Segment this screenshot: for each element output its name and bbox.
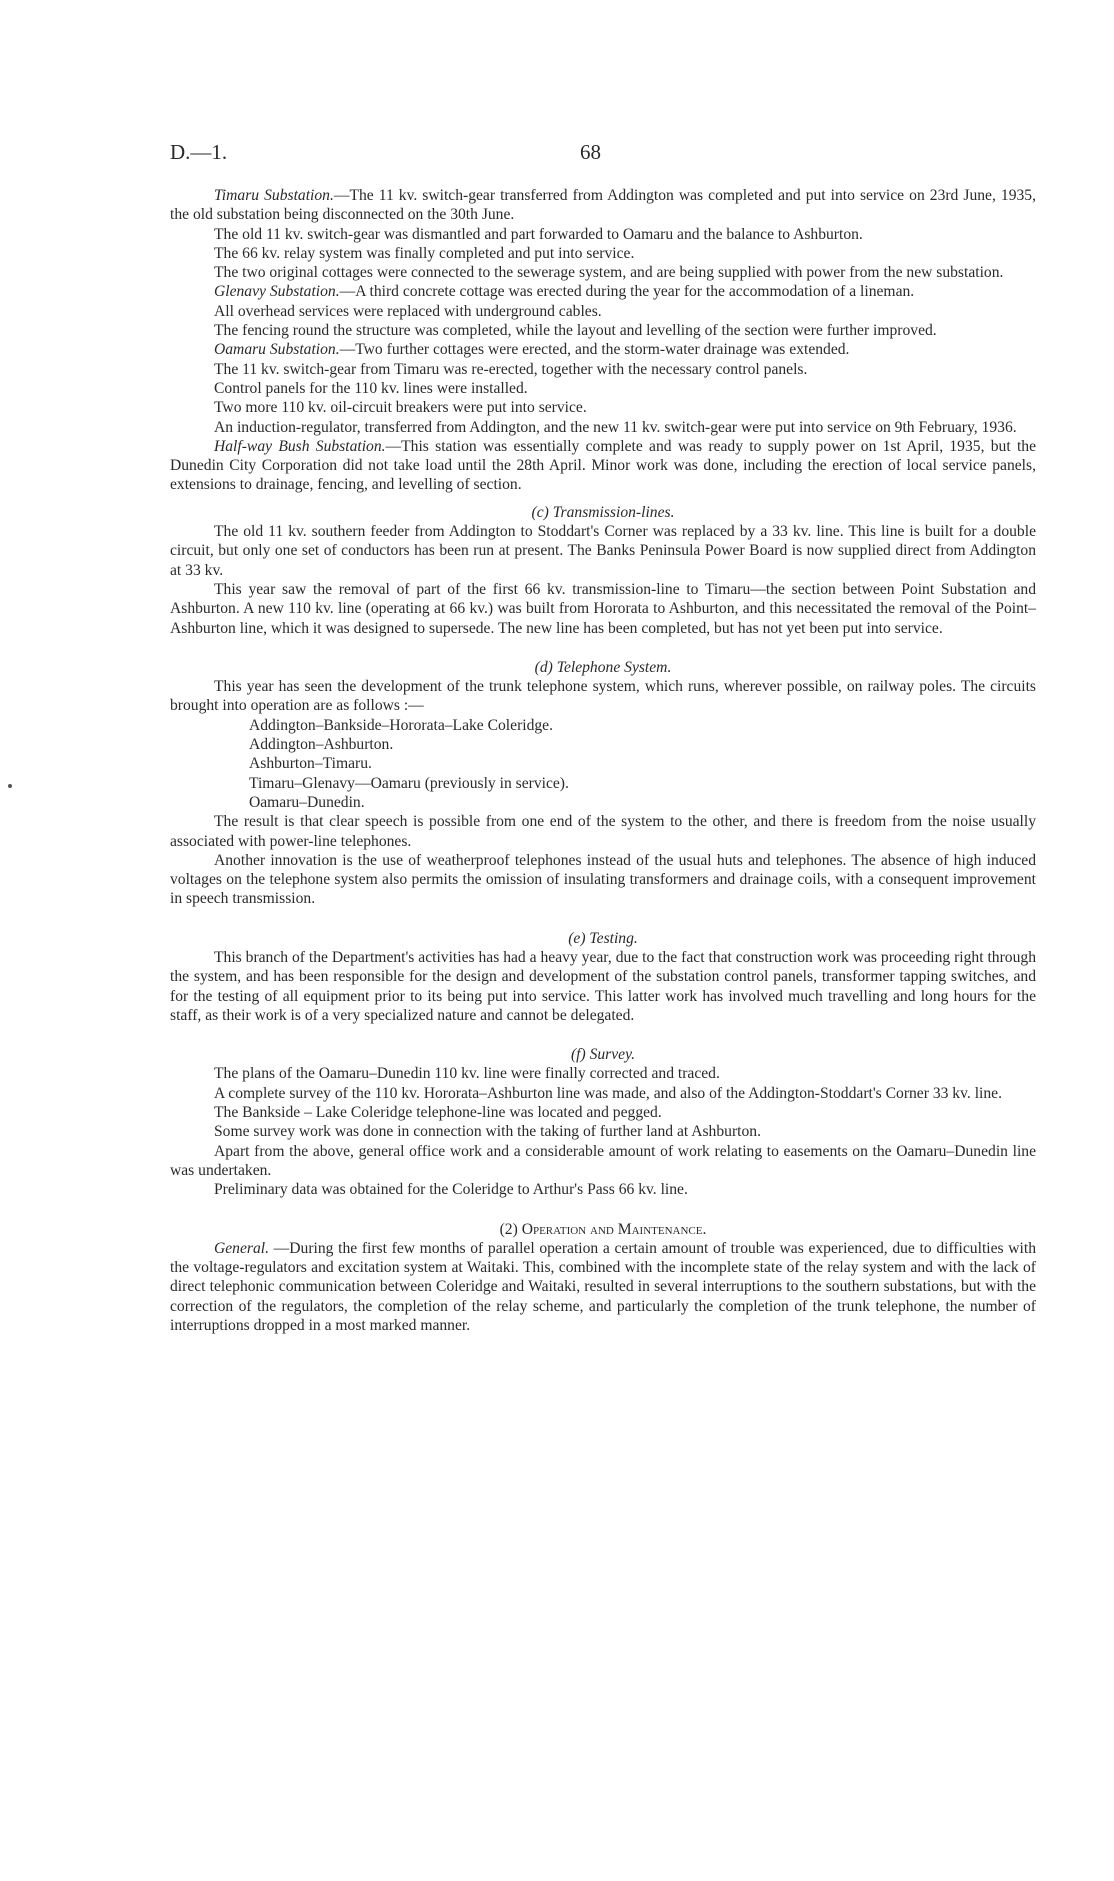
heading-telephone-system: (d) Telephone System. <box>534 658 672 676</box>
paragraph-lead: Oamaru Substation. <box>214 341 340 359</box>
paragraph <box>170 302 1036 321</box>
paragraph <box>170 186 1036 225</box>
telephone-intro-paragraph: This year has seen the development of the trunk telephone system, which runs, wherever possible, on railway poles. The circuits brought into operation are as follows :— <box>170 678 1036 715</box>
paragraph: This year saw the removal of part of the first 66 kv. transmission-line to Timaru—the section between Point Substation and Ashburton. A new 110 kv. line (operating at 66 kv.) was built from Hororata to Ashburton, and this necessitated the removal of the Point–Ashburton line, which it was designed to supersede. The new line has been completed, but has not yet been put into service. <box>170 580 1036 637</box>
paragraph: Another innovation is the use of weatherproof telephones instead of the usual huts and telephones. The absence of high induced voltages on the telephone system also permits the omission of insulating transformers and drainage coils, with a consequent improvement in speech transmission. <box>170 851 1036 908</box>
paragraph <box>170 263 1036 282</box>
paragraph: Preliminary data was obtained for the Coleridge to Arthur's Pass 66 kv. line. <box>214 1181 688 1199</box>
paragraph-lead: Glenavy Substation. <box>214 283 340 301</box>
paragraph <box>170 437 1036 495</box>
paragraph-text: The 66 kv. relay system was finally completed and put into service. <box>214 244 635 262</box>
paragraph-text: The two original cottages were connected to the sewerage system, and are being supplied with power from the new substation. <box>214 264 1004 282</box>
paragraph: The Bankside – Lake Coleridge telephone-line was located and pegged. <box>214 1104 662 1122</box>
survey-section <box>170 1064 1036 1199</box>
document-code: D.—1. <box>170 140 228 164</box>
paragraph-text: All overhead services were replaced with underground cables. <box>214 302 602 320</box>
telephone-section <box>170 812 1036 908</box>
paragraph-text: Two more 110 kv. oil-circuit breakers were put into service. <box>214 399 587 417</box>
paragraph <box>170 418 1036 437</box>
paragraph: The plans of the Oamaru–Dunedin 110 kv. line were finally corrected and traced. <box>214 1065 720 1083</box>
margin-speck <box>8 784 12 788</box>
paragraph <box>170 282 1036 301</box>
testing-section <box>170 948 1036 1025</box>
paragraph <box>170 244 1036 263</box>
circuit-item: Oamaru–Dunedin. <box>249 793 365 811</box>
page-header <box>170 140 1030 170</box>
paragraph: Apart from the above, general office work and a considerable amount of work relating to easements on the Oamaru–Dunedin line was undertaken. <box>170 1142 1036 1179</box>
paragraph: The old 11 kv. southern feeder from Addington to Stoddart's Corner was replaced by a 33 kv. line. This line is built for a double circuit, but only one set of conductors has been run at present. The Banks Peninsula Power Board is now supplied direct from Addington at 33 kv. <box>170 523 1036 579</box>
paragraph <box>170 379 1036 398</box>
circuit-item: Timaru–Glenavy—Oamaru (previously in service). <box>249 774 569 792</box>
paragraph-text: —A third concrete cottage was erected during the year for the accommodation of a lineman. <box>339 283 915 301</box>
circuit-item: Addington–Bankside–Hororata–Lake Coleridge. <box>249 716 554 734</box>
substations-section <box>170 186 1036 495</box>
page-number: 68 <box>580 140 601 164</box>
paragraph-lead: Timaru Substation. <box>214 187 334 204</box>
paragraph-text: —The 11 kv. switch-gear transferred from Addington was completed and put into service on 23rd June, 1935, the old substation being disconnected on the 30th June. <box>170 187 1036 224</box>
paragraph-lead: Half-way Bush Substation. <box>214 437 386 455</box>
paragraph: The result is that clear speech is possible from one end of the system to the other, and there is freedom from the noise usually associated with power-line telephones. <box>170 813 1036 850</box>
paragraph <box>170 398 1036 417</box>
paragraph-text: —This station was essentially complete and was ready to supply power on 1st April, 1935, but the Dunedin City Corporation did not take load until the 28th April. Minor work was done, including the erection of local service panels, extensions to drainage, fencing, and levelling of section. <box>170 437 1037 494</box>
circuit-item: Ashburton–Timaru. <box>249 755 372 773</box>
paragraph <box>170 360 1036 379</box>
paragraph: Some survey work was done in connection with the taking of further land at Ashburton. <box>214 1123 761 1141</box>
circuit-list <box>170 716 1036 812</box>
general-text: —During the first few months of parallel operation a certain amount of trouble was experienced, due to difficulties with the voltage-regulators and excitation system at Waitaki. This, combined with the incomplete state of the relay system and with the lack of direct telephonic communication between Coleridge and Waitaki, resulted in several interruptions to the southern substations, but with the correction of the regulators, the completion of the relay scheme, and particularly the completion of the trunk telephone, the number of interruptions dropped in a most marked manner. <box>170 1239 1036 1335</box>
paragraph-text: The fencing round the structure was completed, while the layout and levelling of the section were further improved. <box>214 322 937 340</box>
paragraph-text: The 11 kv. switch-gear from Timaru was re-erected, together with the necessary control panels. <box>214 360 808 378</box>
transmission-lines-section <box>170 522 1036 638</box>
paragraph-text: Control panels for the 110 kv. lines were installed. <box>214 379 528 397</box>
paragraph <box>170 321 1036 340</box>
heading-survey: (f) Survey. <box>570 1046 636 1064</box>
heading-transmission-lines: (c) Transmission-lines. <box>531 503 675 521</box>
general-paragraph <box>170 1239 1036 1335</box>
paragraph-text: An induction-regulator, transferred from Addington, and the new 11 kv. switch-gear were put into service on 9th February, 1936. <box>214 418 1017 436</box>
paragraph-text: The old 11 kv. switch-gear was dismantled and part forwarded to Oamaru and the balance to Ashburton. <box>214 225 863 243</box>
paragraph <box>170 340 1036 359</box>
paragraph: A complete survey of the 110 kv. Hororata–Ashburton line was made, and also of the Addington-Stoddart's Corner 33 kv. line. <box>214 1084 1002 1102</box>
paragraph <box>170 225 1036 244</box>
heading-operation-maintenance: (2) Operation and Maintenance. <box>499 1220 707 1238</box>
general-lead: General. <box>214 1239 269 1257</box>
paragraph: This branch of the Department's activities has had a heavy year, due to the fact that construction work was proceeding right through the system, and has been responsible for the design and development of the substation control panels, transformer tapping switches, and for the testing of all equipment prior to its being put into service. This latter work has involved much travelling and long hours for the staff, as their work is of a very specialized nature and cannot be delegated. <box>170 948 1036 1024</box>
page-body <box>170 186 1036 1335</box>
heading-testing: (e) Testing. <box>568 929 638 947</box>
circuit-item: Addington–Ashburton. <box>249 736 394 754</box>
paragraph-text: —Two further cottages were erected, and the storm-water drainage was extended. <box>339 341 850 359</box>
